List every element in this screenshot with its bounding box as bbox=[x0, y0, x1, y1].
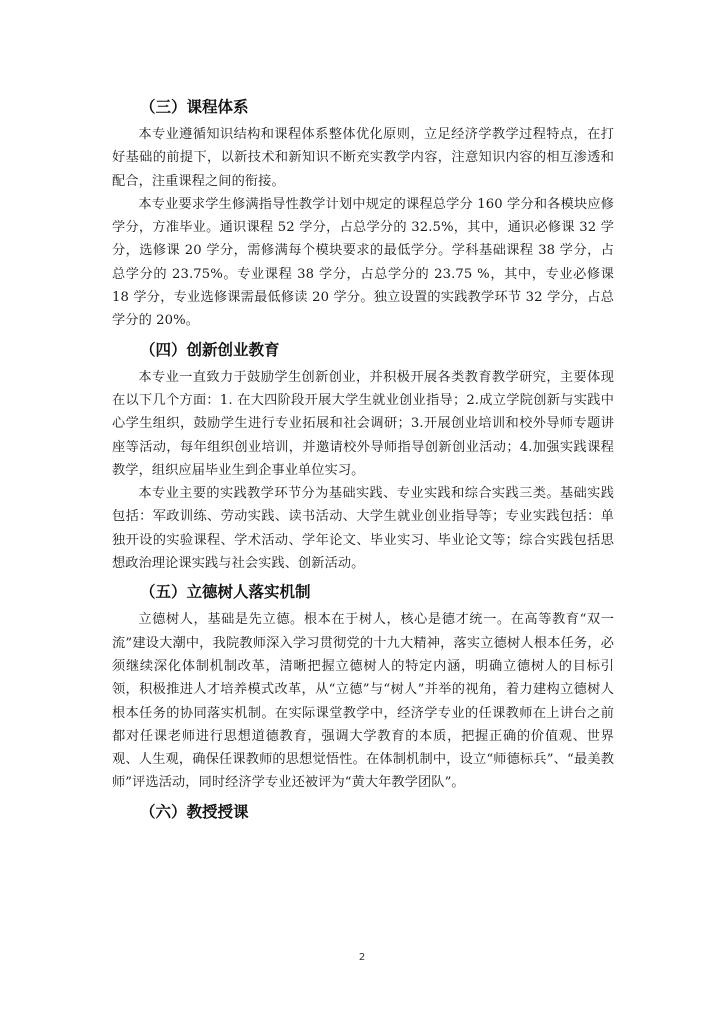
paragraph: 本专业遵循知识结构和课程体系整体优化原则，立足经济学教学过程特点，在打好基础的前提下，以新技术和新知识不断充实教学内容，注意知识内容的相互渗透和配合，注重课程之间的衔接。 bbox=[112, 127, 614, 189]
paragraph: 本专业要求学生修满指导性教学计划中规定的课程总学分 160 学分和各模块应修学分，方准毕业。通识课程 52 学分，占总学分的 32.5%，其中，通识必修课 32 学分，选修课 20 学分，需修满每个模块要求的最低学分。学科基础课程 38 学分，占总学分的 23.75%。专业课程 38 学分，占总学分的 23.75 %，其中，专业必修课 18 学分，专业选修课需最低修读 20 学分。独立设置的实践教学环节 32 学分，占总学分的 20%。 bbox=[112, 196, 614, 329]
paragraph: 立德树人，基础是先立德。根本在于树人，核心是德才统一。在高等教育“双一流”建设大潮中，我院教师深入学习贯彻党的十九大精神，落实立德树人根本任务，必须继续深化体制机制改革，清晰把握立德树人的特定内涵，明确立德树人的目标引领，积极推进人才培养模式改革，从“立德”与“树人”并举的视角，着力建构立德树人根本任务的协同落实机制。在实际课堂教学中，经济学专业的任课教师在上讲台之前都对任课老师进行思想道德教育，强调大学教育的本质，把握正确的价值观、世界观、人生观，确保任课教师的思想觉悟性。在体制机制中，设立“师德标兵”、“最美教师”评选活动，同时经济学专业还被评为“黄大年教学团队”。 bbox=[112, 612, 614, 791]
section-heading: （六）教授授课 bbox=[140, 802, 249, 821]
section-innovation bbox=[112, 335, 614, 576]
paragraph: 本专业主要的实践教学环节分为基础实践、专业实践和综合实践三类。基础实践包括：军政训练、劳动实践、读书活动、大学生就业创业指导等；专业实践包括：单独开设的实验课程、学术活动、学年论文、毕业实习、毕业论文等；综合实践包括思想政治理论课实践与社会实践、创新活动。 bbox=[112, 486, 614, 572]
section-curriculum bbox=[112, 92, 614, 333]
section-heading: （三）课程体系 bbox=[140, 98, 249, 116]
page-number: 2 bbox=[358, 952, 366, 963]
section-moral-education bbox=[112, 577, 614, 794]
paragraph: 本专业一直致力于鼓励学生创新创业，并积极开展各类教育教学研究，主要体现在以下几个方面：1. 在大四阶段开展大学生就业创业指导；2.成立学院创新与实践中心学生组织，鼓励学生进行专业拓展和社会调研；3.开展创业培训和校外导师专题讲座等活动，每年组织创业培训，并邀请校外导师指导创新创业活动；4.加强实践课程教学，组织应届毕业生到企事业单位实习。 bbox=[112, 369, 614, 478]
document-page bbox=[112, 92, 614, 830]
section-professor-teaching bbox=[112, 797, 614, 828]
section-heading: （五）立德树人落实机制 bbox=[140, 583, 311, 602]
section-heading: （四）创新创业教育 bbox=[140, 340, 280, 359]
